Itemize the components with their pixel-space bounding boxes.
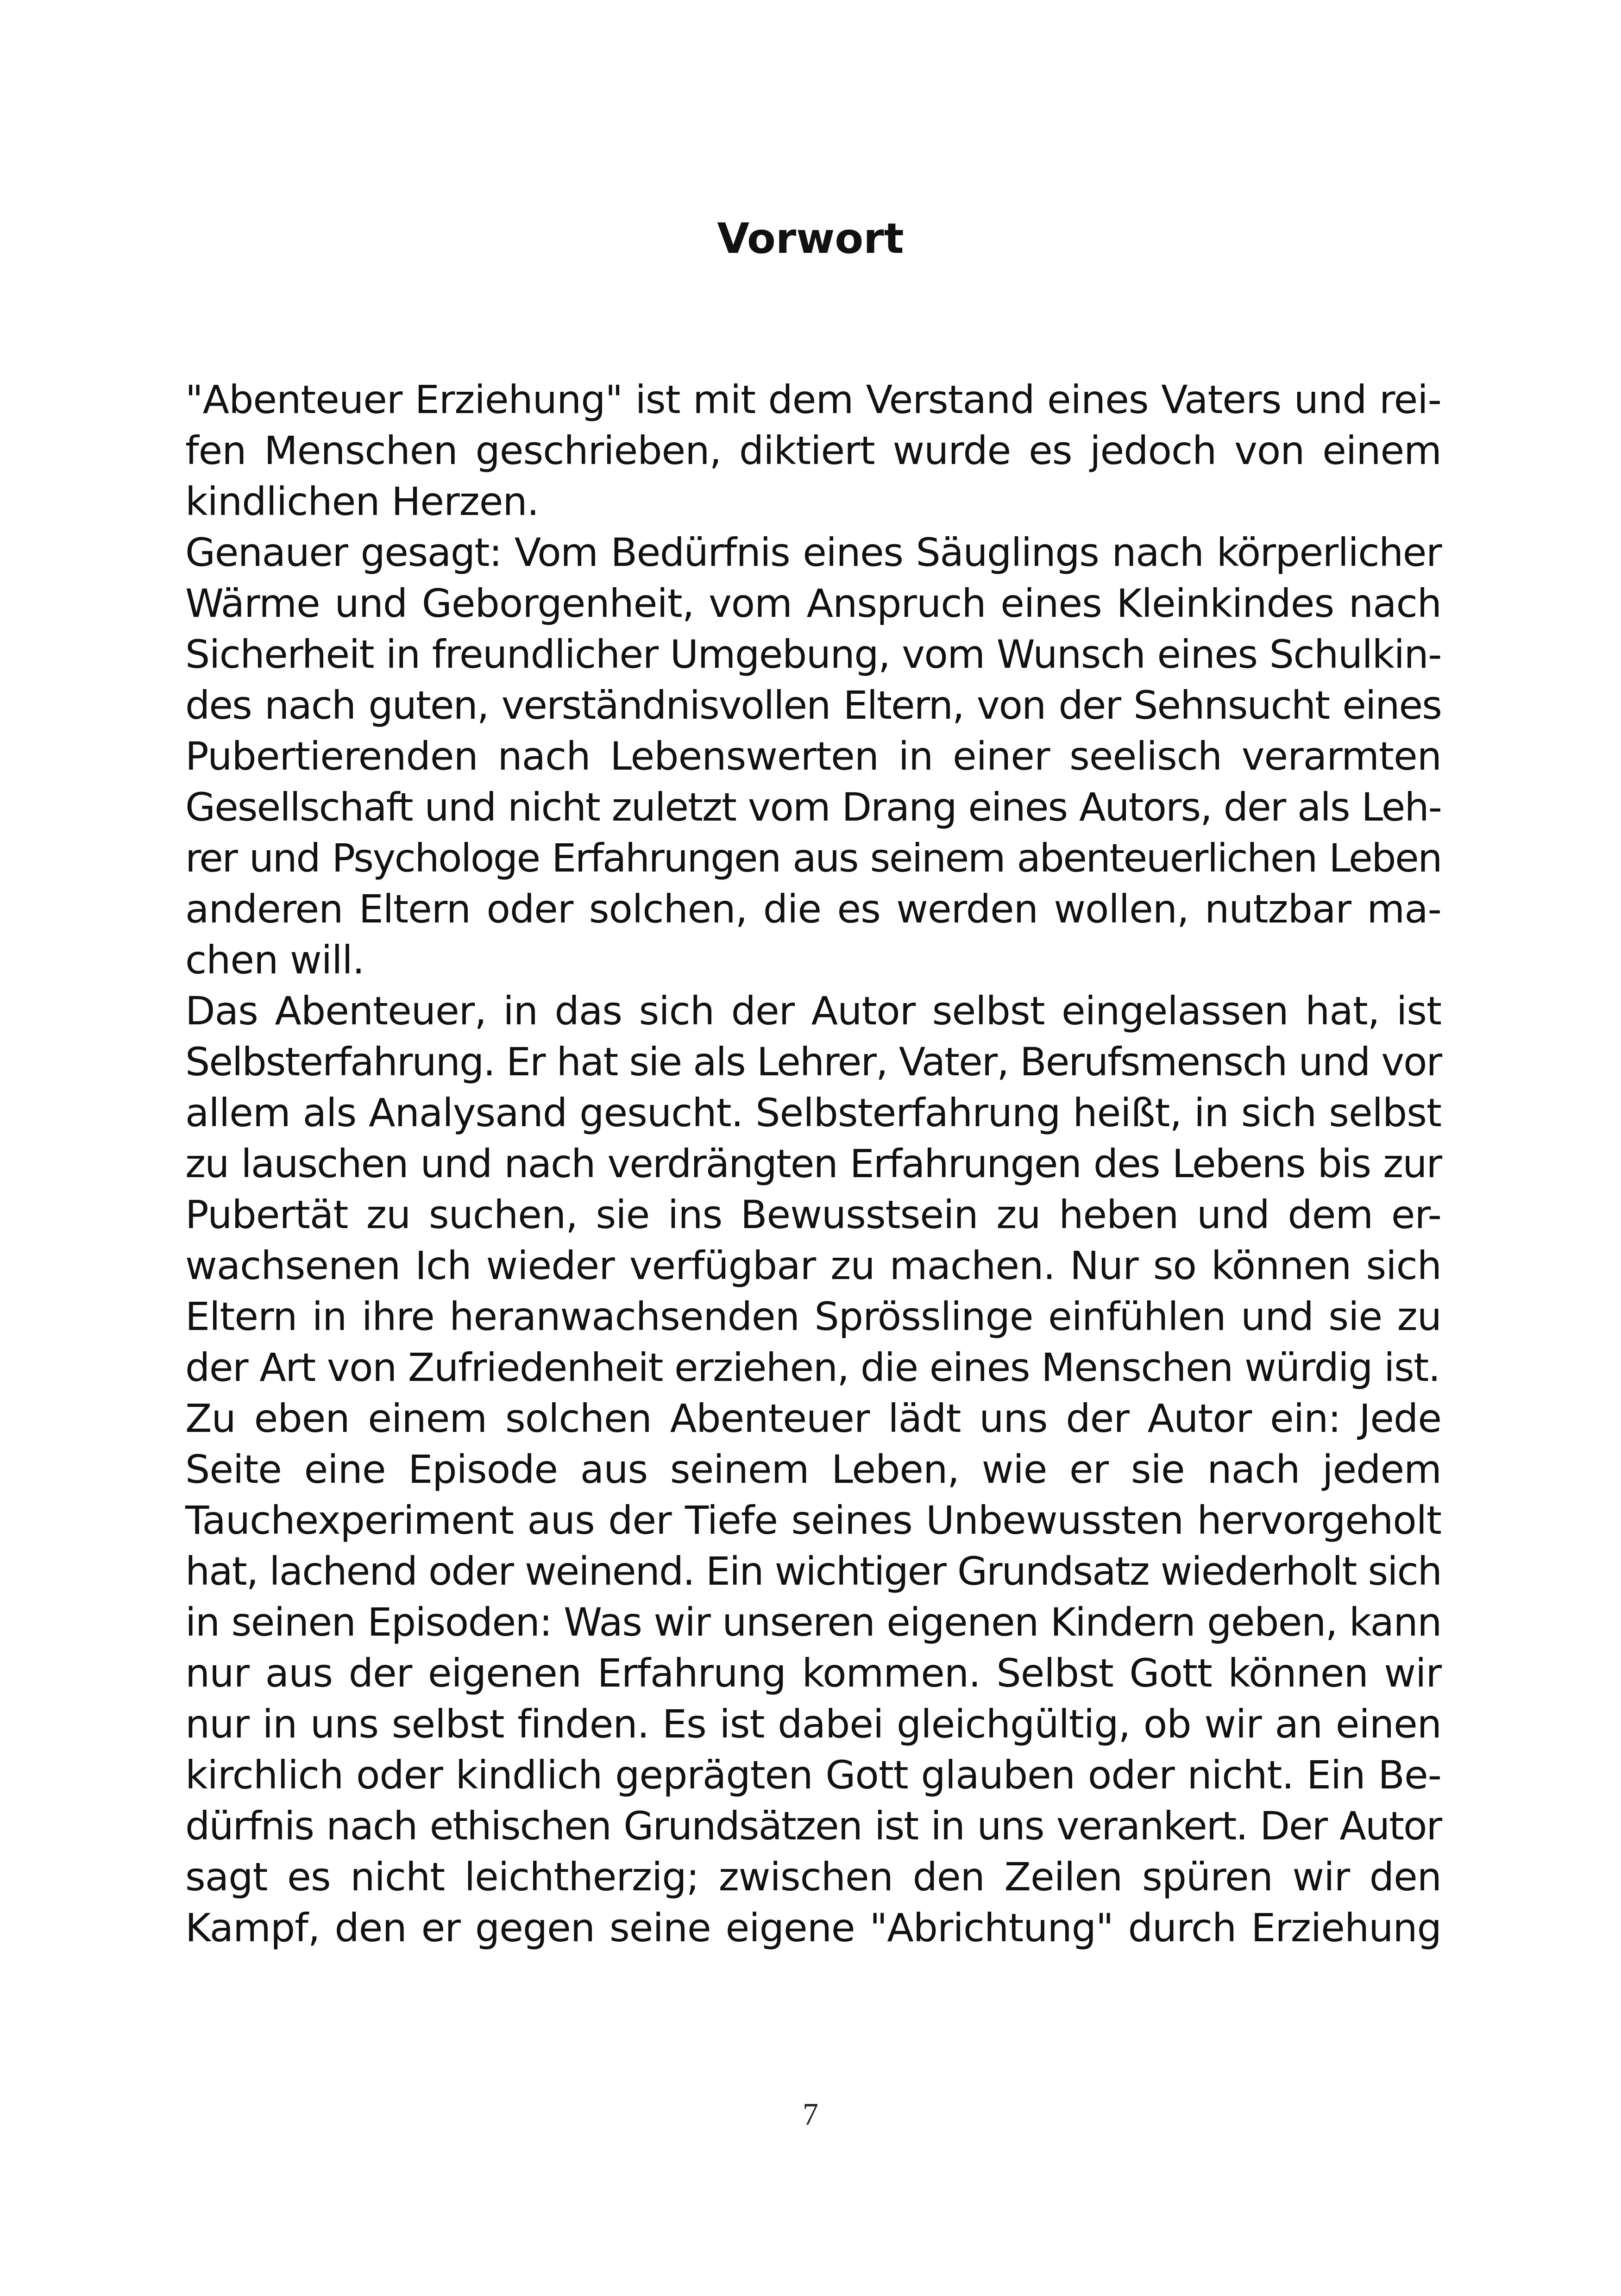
page-number: 7 bbox=[803, 2096, 818, 2132]
text-line: hat, lachend oder weinend. Ein wichtiger Grundsatz wiederholt sich bbox=[185, 1549, 1441, 1594]
text-line: Genauer gesagt: Vom Bedürfnis eines Säuglings nach körperlicher bbox=[185, 530, 1441, 575]
text-line: Sicherheit in freundlicher Umgebung, vom Wunsch eines Schulkin- bbox=[185, 632, 1441, 677]
text-line: nur in uns selbst finden. Es ist dabei gleichgültig, ob wir an einen bbox=[185, 1701, 1441, 1747]
body-text bbox=[185, 374, 1441, 1953]
text-line: fen Menschen geschrieben, diktiert wurde es jedoch von einem bbox=[185, 428, 1441, 473]
text-line: Eltern in ihre heranwachsenden Sprösslinge einfühlen und sie zu bbox=[185, 1294, 1441, 1339]
text-line: sagt es nicht leichtherzig; zwischen den Zeilen spüren wir den bbox=[185, 1854, 1441, 1900]
page-title: Vorwort bbox=[717, 214, 904, 263]
text-line: des nach guten, verständnisvollen Eltern, von der Sehnsucht eines bbox=[185, 683, 1441, 728]
text-line: Wärme und Geborgenheit, vom Anspruch eines Kleinkindes nach bbox=[185, 581, 1441, 626]
text-line: Seite eine Episode aus seinem Leben, wie er sie nach jedem bbox=[185, 1447, 1441, 1492]
text-line: zu lauschen und nach verdrängten Erfahrungen des Lebens bis zur bbox=[185, 1141, 1441, 1186]
text-line: chen will. bbox=[185, 937, 364, 983]
text-line: Tauchexperiment aus der Tiefe seines Unbewussten hervorgeholt bbox=[185, 1498, 1441, 1543]
text-line: Selbsterfahrung. Er hat sie als Lehrer, Vater, Berufsmensch und vor bbox=[185, 1039, 1441, 1085]
text-line: anderen Eltern oder solchen, die es werden wollen, nutzbar ma- bbox=[185, 886, 1441, 932]
text-line: kindlichen Herzen. bbox=[185, 479, 539, 524]
text-line: Pubertierenden nach Lebenswerten in einer seelisch verarmten bbox=[185, 734, 1441, 779]
text-line: Das Abenteuer, in das sich der Autor selbst eingelassen hat, ist bbox=[185, 988, 1441, 1034]
text-line: rer und Psychologe Erfahrungen aus seinem abenteuerlichen Leben bbox=[185, 835, 1441, 881]
text-line: dürfnis nach ethischen Grundsätzen ist in uns verankert. Der Autor bbox=[185, 1803, 1441, 1849]
text-line: in seinen Episoden: Was wir unseren eigenen Kindern geben, kann bbox=[185, 1600, 1441, 1645]
text-line: "Abenteuer Erziehung" ist mit dem Verstand eines Vaters und rei- bbox=[185, 377, 1441, 422]
text-line: Pubertät zu suchen, sie ins Bewusstsein zu heben und dem er- bbox=[185, 1192, 1441, 1237]
text-line: allem als Analysand gesucht. Selbsterfahrung heißt, in sich selbst bbox=[185, 1090, 1441, 1135]
text-line: Gesellschaft und nicht zuletzt vom Drang eines Autors, der als Leh- bbox=[185, 784, 1441, 830]
text-line: kirchlich oder kindlich geprägten Gott glauben oder nicht. Ein Be- bbox=[185, 1752, 1441, 1798]
text-line: der Art von Zufriedenheit erziehen, die eines Menschen würdig ist. bbox=[185, 1345, 1440, 1390]
text-line: wachsenen Ich wieder verfügbar zu machen. Nur so können sich bbox=[185, 1243, 1441, 1288]
text-line: Zu eben einem solchen Abenteuer lädt uns der Autor ein: Jede bbox=[185, 1396, 1441, 1441]
text-line: nur aus der eigenen Erfahrung kommen. Selbst Gott können wir bbox=[185, 1650, 1441, 1696]
text-line: Kampf, den er gegen seine eigene "Abrichtung" durch Erziehung bbox=[185, 1905, 1441, 1951]
